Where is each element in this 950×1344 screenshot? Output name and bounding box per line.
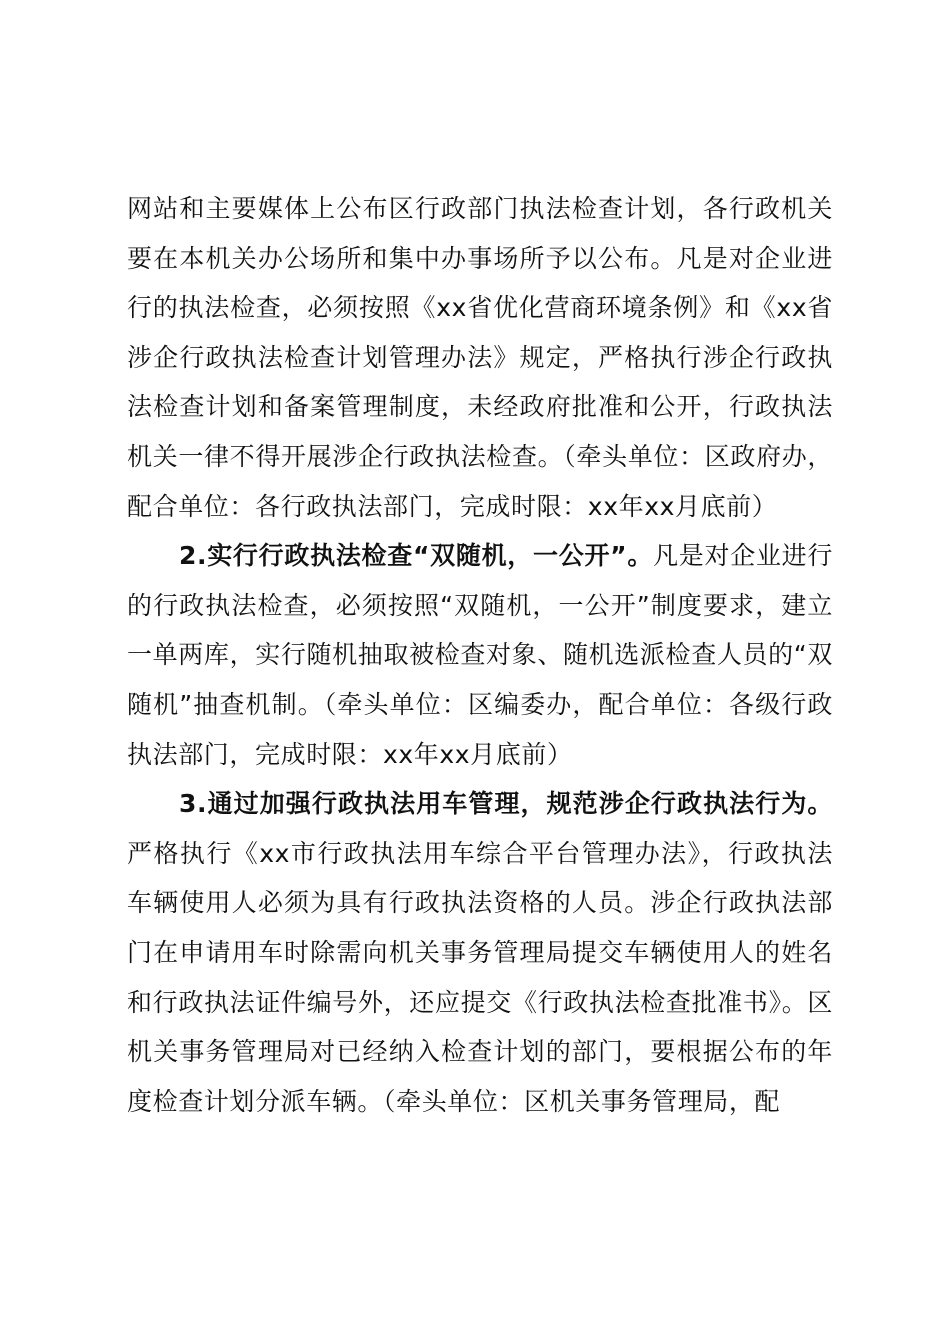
paragraph-3 [127,779,833,1126]
paragraph-3-heading: 3.通过加强行政执法用车管理，规范涉企行政执法行为。 [179,789,833,819]
document-page [127,184,833,1126]
paragraph-3-body: 严格执行《xx市行政执法用车综合平台管理办法》，行政执法车辆使用人必须为具有行政执法资格的人员。涉企行政执法部门在申请用车时除需向机关事务管理局提交车辆使用人的姓名和行政执法证件编号外，还应提交《行政执法检查批准书》。区机关事务管理局对已经纳入检查计划的部门，要根据公布的年度检查计划分派车辆。（牵头单位：区机关事务管理局，配 [127,838,833,1116]
paragraph-2-heading: 2.实行行政执法检查“双随机，一公开”。 [179,541,654,571]
paragraph-1-body: 网站和主要媒体上公布区行政部门执法检查计划，各行政机关要在本机关办公场所和集中办事场所予以公布。凡是对企业进行的执法检查，必须按照《xx省优化营商环境条例》和《xx省涉企行政执法检查计划管理办法》规定，严格执行涉企行政执法检查计划和备案管理制度，未经政府批准和公开，行政执法机关一律不得开展涉企行政执法检查。（牵头单位：区政府办，配合单位：各行政执法部门，完成时限：xx年xx月底前） [127,194,833,521]
paragraph-2-body: 凡是对企业进行的行政执法检查，必须按照“双随机，一公开”制度要求，建立一单两库，实行随机抽取被检查对象、随机选派检查人员的“双随机”抽查机制。（牵头单位：区编委办，配合单位：各级行政执法部门，完成时限：xx年xx月底前） [127,541,833,769]
paragraph-2 [127,531,833,779]
paragraph-1 [127,184,833,531]
